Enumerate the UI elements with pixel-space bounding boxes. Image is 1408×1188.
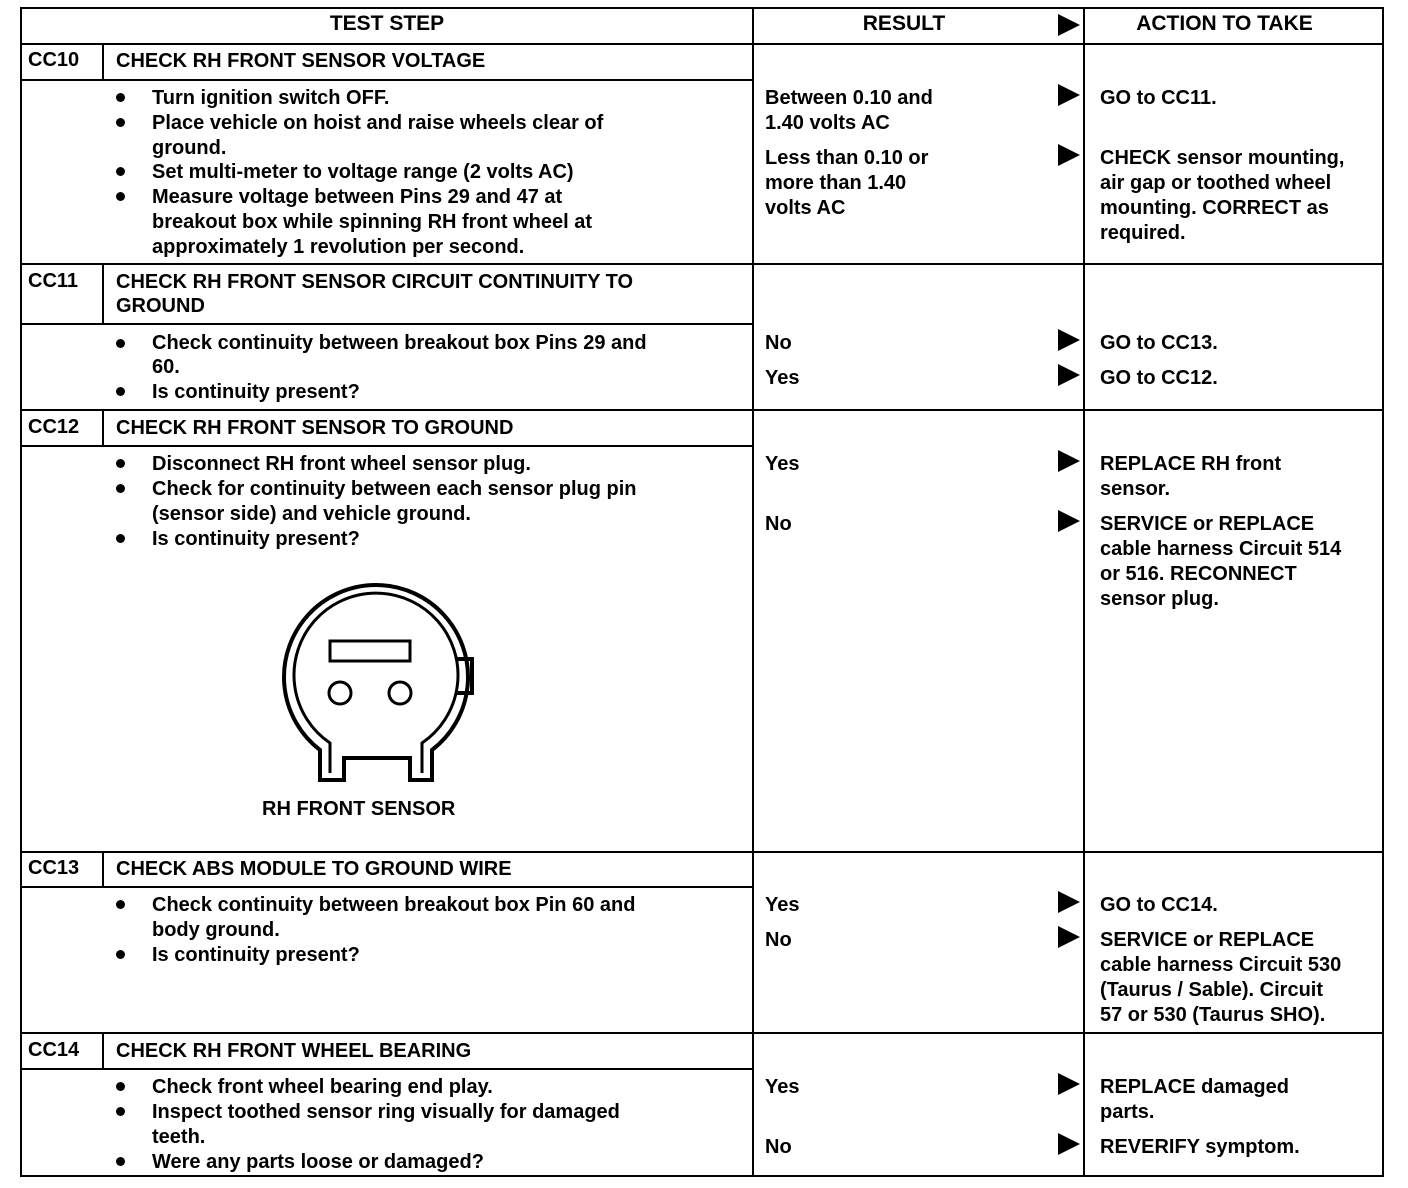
col-divider-action bbox=[1083, 7, 1085, 1177]
arrow-icon bbox=[1058, 144, 1080, 166]
action-text: SERVICE or REPLACE bbox=[1100, 513, 1315, 535]
instruction: Check continuity between breakout box Pin 60 and bbox=[152, 894, 636, 916]
bullet-icon bbox=[116, 387, 125, 396]
bullet-icon bbox=[116, 900, 125, 909]
action-text: (Taurus / Sable). Circuit bbox=[1100, 979, 1323, 1001]
bullet-icon bbox=[116, 484, 125, 493]
result-text: volts AC bbox=[765, 197, 846, 219]
instruction: approximately 1 revolution per second. bbox=[152, 236, 525, 258]
col-divider-result bbox=[752, 7, 754, 1177]
instruction: Were any parts loose or damaged? bbox=[152, 1151, 484, 1173]
bullet-icon bbox=[116, 459, 125, 468]
result-text: 1.40 volts AC bbox=[765, 112, 890, 134]
arrow-icon bbox=[1058, 1073, 1080, 1095]
instruction: Check for continuity between each sensor plug pin bbox=[152, 478, 637, 500]
figure-caption: RH FRONT SENSOR bbox=[262, 798, 456, 820]
bullet-icon bbox=[116, 339, 125, 348]
result-text: No bbox=[765, 929, 792, 951]
action-text: GO to CC11. bbox=[1100, 87, 1217, 109]
bullet-icon bbox=[116, 950, 125, 959]
action-text: required. bbox=[1100, 222, 1186, 244]
instruction: Place vehicle on hoist and raise wheels clear of bbox=[152, 112, 604, 134]
instruction: ground. bbox=[152, 137, 227, 159]
instruction: 60. bbox=[152, 356, 180, 378]
action-text: or 516. RECONNECT bbox=[1100, 563, 1297, 585]
instruction: Inspect toothed sensor ring visually for damaged bbox=[152, 1101, 620, 1123]
step-title: CHECK ABS MODULE TO GROUND WIRE bbox=[116, 858, 512, 880]
step-code: CC13 bbox=[28, 857, 80, 879]
arrow-icon bbox=[1058, 926, 1080, 948]
arrow-icon bbox=[1058, 891, 1080, 913]
result-text: more than 1.40 bbox=[765, 172, 907, 194]
action-text: air gap or toothed wheel bbox=[1100, 172, 1332, 194]
instruction: (sensor side) and vehicle ground. bbox=[152, 503, 471, 525]
result-text: Yes bbox=[765, 453, 800, 475]
result-text: No bbox=[765, 332, 792, 354]
instruction: Is continuity present? bbox=[152, 381, 360, 403]
rh-front-sensor-figure bbox=[260, 575, 490, 785]
header-arrow-icon bbox=[1058, 14, 1080, 36]
action-text: parts. bbox=[1100, 1101, 1155, 1123]
arrow-icon bbox=[1058, 329, 1080, 351]
action-text: sensor plug. bbox=[1100, 588, 1219, 610]
bullet-icon bbox=[116, 118, 125, 127]
bullet-icon bbox=[116, 1082, 125, 1091]
result-text: Less than 0.10 or bbox=[765, 147, 929, 169]
action-text: cable harness Circuit 514 bbox=[1100, 538, 1342, 560]
action-text: mounting. CORRECT as bbox=[1100, 197, 1329, 219]
action-text: REVERIFY symptom. bbox=[1100, 1136, 1300, 1158]
arrow-icon bbox=[1058, 84, 1080, 106]
arrow-icon bbox=[1058, 1133, 1080, 1155]
instruction: Is continuity present? bbox=[152, 528, 360, 550]
step-code: CC11 bbox=[28, 270, 79, 292]
result-text: No bbox=[765, 513, 792, 535]
instruction: body ground. bbox=[152, 919, 280, 941]
result-text: Yes bbox=[765, 1076, 800, 1098]
action-text: CHECK sensor mounting, bbox=[1100, 147, 1345, 169]
action-text: GO to CC14. bbox=[1100, 894, 1218, 916]
step-title: GROUND bbox=[116, 295, 205, 317]
action-text: cable harness Circuit 530 bbox=[1100, 954, 1342, 976]
arrow-icon bbox=[1058, 510, 1080, 532]
bullet-icon bbox=[116, 192, 125, 201]
result-text: Yes bbox=[765, 367, 800, 389]
step-title: CHECK RH FRONT WHEEL BEARING bbox=[116, 1040, 472, 1062]
step-code: CC14 bbox=[28, 1039, 80, 1061]
instruction: Check continuity between breakout box Pins 29 and bbox=[152, 332, 647, 354]
instruction: Is continuity present? bbox=[152, 944, 360, 966]
arrow-icon bbox=[1058, 364, 1080, 386]
instruction: breakout box while spinning RH front wheel at bbox=[152, 211, 593, 233]
result-text: No bbox=[765, 1136, 792, 1158]
step-code: CC12 bbox=[28, 416, 80, 438]
arrow-icon bbox=[1058, 450, 1080, 472]
action-text: GO to CC12. bbox=[1100, 367, 1218, 389]
bullet-icon bbox=[116, 1107, 125, 1116]
result-text: Between 0.10 and bbox=[765, 87, 933, 109]
header-result: RESULT bbox=[862, 12, 946, 35]
step-title: CHECK RH FRONT SENSOR CIRCUIT CONTINUITY TO bbox=[116, 271, 634, 293]
header-divider bbox=[20, 43, 1384, 45]
action-text: GO to CC13. bbox=[1100, 332, 1218, 354]
bullet-icon bbox=[116, 167, 125, 176]
bullet-icon bbox=[116, 534, 125, 543]
step-title: CHECK RH FRONT SENSOR VOLTAGE bbox=[116, 50, 486, 72]
instruction: Measure voltage between Pins 29 and 47 at bbox=[152, 186, 563, 208]
instruction: Set multi-meter to voltage range (2 volts AC) bbox=[152, 161, 574, 183]
instruction: Disconnect RH front wheel sensor plug. bbox=[152, 453, 531, 475]
instruction: Check front wheel bearing end play. bbox=[152, 1076, 493, 1098]
instruction: Turn ignition switch OFF. bbox=[152, 87, 390, 109]
action-text: SERVICE or REPLACE bbox=[1100, 929, 1315, 951]
result-text: Yes bbox=[765, 894, 800, 916]
instruction: teeth. bbox=[152, 1126, 206, 1148]
header-test-step: TEST STEP bbox=[329, 12, 445, 35]
action-text: sensor. bbox=[1100, 478, 1171, 500]
bullet-icon bbox=[116, 93, 125, 102]
action-text: REPLACE damaged bbox=[1100, 1076, 1289, 1098]
action-text: REPLACE RH front bbox=[1100, 453, 1282, 475]
step-title: CHECK RH FRONT SENSOR TO GROUND bbox=[116, 417, 514, 439]
bullet-icon bbox=[116, 1157, 125, 1166]
header-action: ACTION TO TAKE bbox=[1136, 12, 1313, 35]
action-text: 57 or 530 (Taurus SHO). bbox=[1100, 1004, 1326, 1026]
step-code: CC10 bbox=[28, 49, 80, 71]
